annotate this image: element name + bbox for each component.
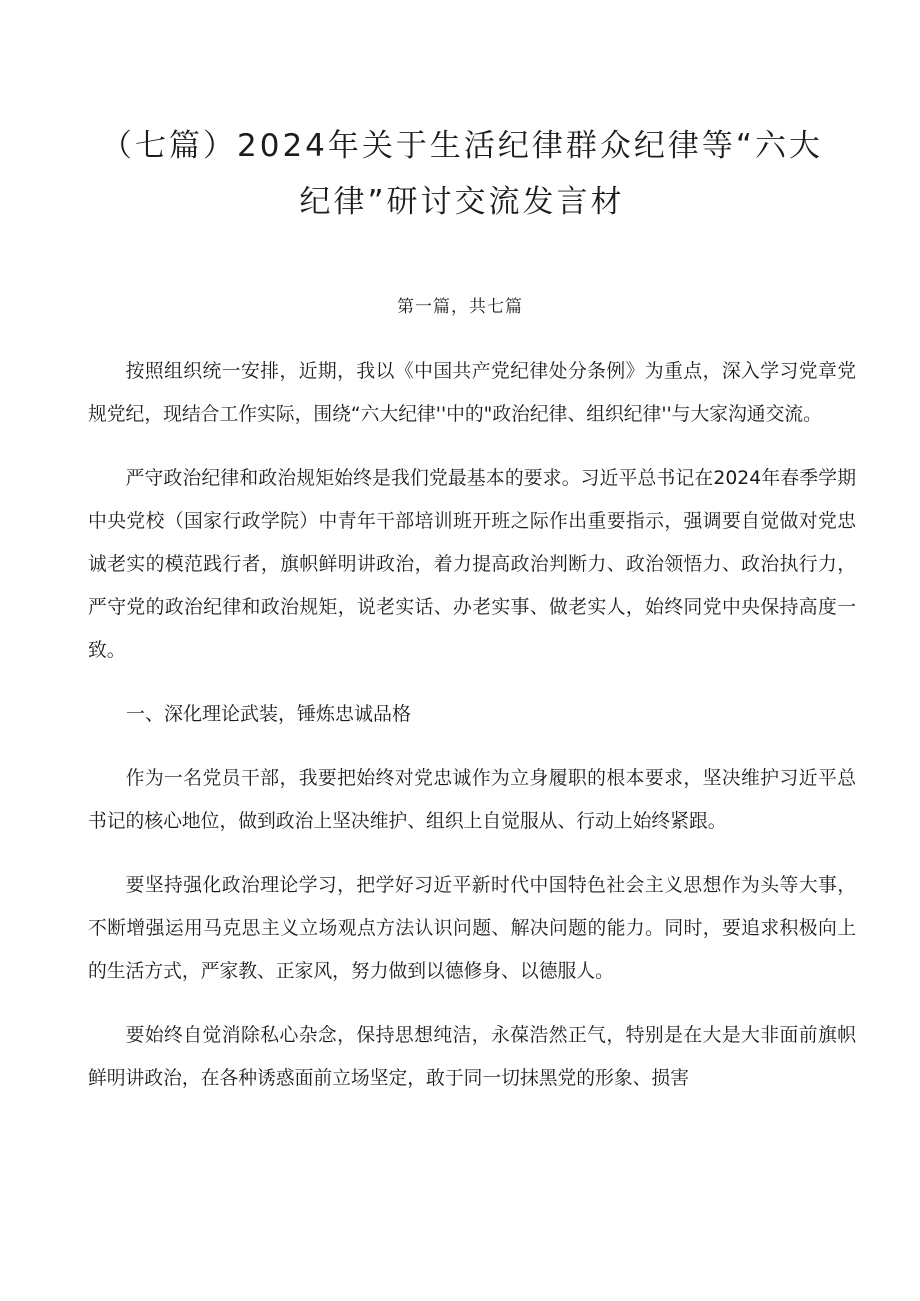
- paragraph-loyalty: 作为一名党员干部，我要把始终对党忠诚作为立身履职的根本要求，坚决维护习近平总书记的核心地位，做到政治上坚决维护、组织上自觉服从、行动上始终紧跟。: [88, 768, 856, 832]
- section-heading: 一、深化理论武装，锤炼忠诚品格: [126, 703, 412, 725]
- part-label: 第一篇，共七篇: [397, 297, 523, 317]
- document-title: （七篇）2024年关于生活纪律群众纪律等“六大纪律”研讨交流发言材: [101, 128, 823, 220]
- paragraph-theory-study: 要坚持强化政治理论学习，把学好习近平新时代中国特色社会主义思想作为头等大事，不断增强运用马克思主义立场观点方法认识问题、解决问题的能力。同时，要追求积极向上的生活方式，严家教、正家风，努力做到以德修身、以德服人。: [88, 875, 856, 982]
- document-body: [88, 350, 856, 1121]
- paragraph-self-discipline: 要始终自觉消除私心杂念，保持思想纯洁，永葆浩然正气，特别是在大是大非面前旗帜鲜明讲政治，在各种诱惑面前立场坚定，敢于同一切抹黑党的形象、损害: [88, 1025, 856, 1089]
- paragraph-discipline: 严守政治纪律和政治规矩始终是我们党最基本的要求。习近平总书记在2024年春季学期中央党校（国家行政学院）中青年干部培训班开班之际作出重要指示，强调要自觉做对党忠诚老实的模范践行者，旗帜鲜明讲政治，着力提高政治判断力、政治领悟力、政治执行力，严守党的政治纪律和政治规矩，说老实话、办老实事、做老实人，始终同党中央保持高度一致。: [88, 468, 856, 661]
- paragraph-intro: 按照组织统一安排，近期，我以《中国共产党纪律处分条例》为重点，深入学习党章党规党纪，现结合工作实际，围绕“六大纪律''中的"政治纪律、组织纪律''与大家沟通交流。: [88, 361, 856, 425]
